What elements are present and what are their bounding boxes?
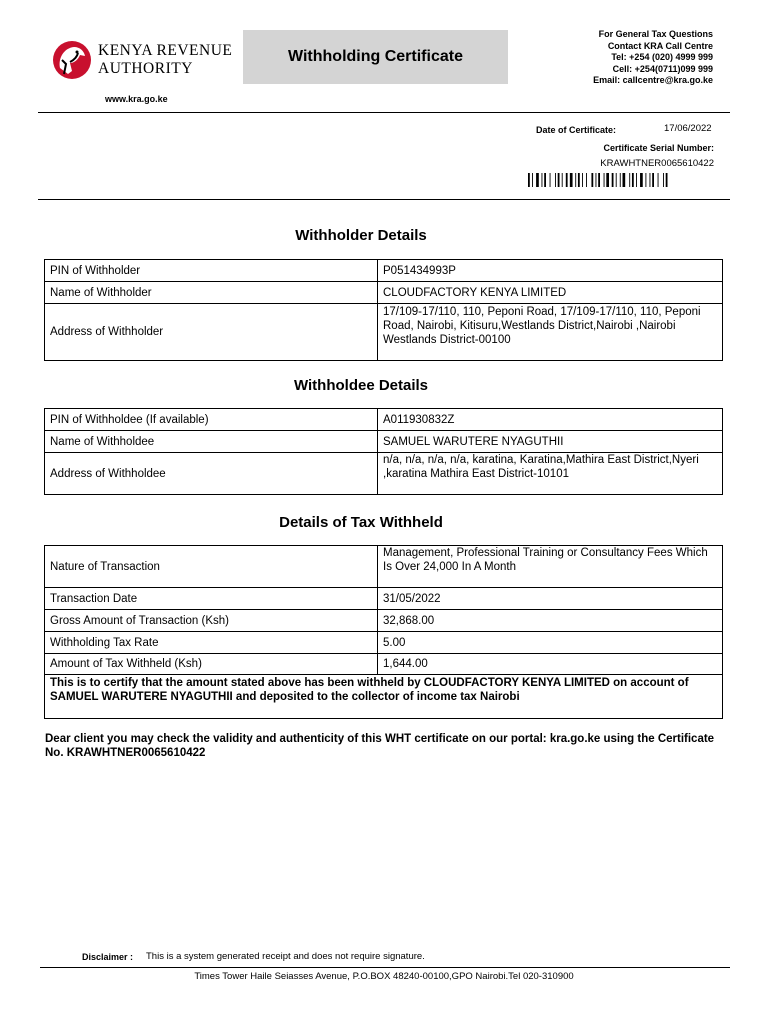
footer-divider	[40, 967, 730, 968]
withholder-pin-label: PIN of Withholder	[45, 260, 378, 282]
table-row	[45, 431, 723, 453]
tax-title: Details of Tax Withheld	[279, 514, 443, 531]
transaction-date-label: Transaction Date	[45, 588, 378, 610]
withholder-address-value: 17/109-17/110, 110, Peponi Road, 17/109-17/110, 110, Peponi Road, Nairobi, Kitisuru,Westlands District,Nairobi ,Nairobi Westlands District-00100	[378, 304, 723, 361]
table-row	[45, 588, 723, 610]
withholdee-address-value	[378, 453, 723, 495]
disclaimer-label: Disclaimer :	[82, 952, 134, 962]
contact-phone: Tel: +254 (020) 4999 999	[611, 52, 713, 62]
barcode-icon	[528, 173, 711, 187]
withholder-name-value: CLOUDFACTORY KENYA LIMITED	[378, 282, 723, 304]
withholdee-pin-value: A011930832Z	[378, 409, 723, 431]
gross-amount-label: Gross Amount of Transaction (Ksh)	[45, 610, 378, 632]
nature-value: Management, Professional Training or Consultancy Fees Which Is Over 24,000 In A Month	[378, 546, 723, 588]
table-row	[45, 304, 723, 361]
nature-label: Nature of Transaction	[45, 546, 378, 588]
withholder-address-label: Address of Withholder	[45, 304, 378, 361]
table-row	[45, 409, 723, 431]
certificate-title: Withholding Certificate	[288, 48, 463, 65]
table-row	[45, 546, 723, 588]
kra-logo	[50, 38, 240, 84]
withholder-pin-value: P051434993P	[378, 260, 723, 282]
transaction-date-value: 31/05/2022	[378, 588, 723, 610]
date-value: 17/06/2022	[664, 123, 712, 134]
withholdee-address-line1: n/a, n/a, n/a, n/a, karatina, Karatina,Mathira East District,Nyeri	[383, 454, 699, 466]
tax-table	[44, 545, 723, 719]
table-row	[45, 610, 723, 632]
table-row	[45, 654, 723, 675]
tax-withheld-value: 1,644.00	[378, 654, 723, 675]
contact-email: Email: callcentre@kra.go.ke	[593, 75, 713, 85]
meta-divider	[38, 199, 730, 200]
withholdee-address-label: Address of Withholdee	[45, 453, 378, 495]
date-label: Date of Certificate:	[536, 125, 617, 135]
disclaimer-text: This is a system generated receipt and does not require signature.	[146, 951, 425, 962]
serial-label: Certificate Serial Number:	[603, 143, 714, 153]
withholdee-pin-label: PIN of Withholdee (If available)	[45, 409, 378, 431]
certificate-title-box	[243, 30, 508, 84]
contact-line: For General Tax Questions	[598, 29, 713, 39]
gross-amount-value: 32,868.00	[378, 610, 723, 632]
footer-address: Times Tower Haile Seiasses Avenue, P.O.BOX 48240-00100,GPO Nairobi.Tel 020-310900	[194, 971, 574, 982]
serial-value: KRAWHTNER0065610422	[600, 158, 714, 169]
kra-website[interactable]: www.kra.go.ke	[105, 94, 168, 104]
withholder-name-label: Name of Withholder	[45, 282, 378, 304]
tax-rate-value: 5.00	[378, 632, 723, 654]
validity-note: Dear client you may check the validity and authenticity of this WHT certificate on our portal: kra.go.ke using the Certificate No. KRAWHTNER0065610422	[45, 733, 715, 759]
contact-cell: Cell: +254(0711)099 999	[612, 63, 713, 74]
logo-text-line1: KENYA REVENUE	[98, 42, 233, 59]
withholdee-title: Withholdee Details	[293, 377, 429, 394]
withholdee-name-label: Name of Withholdee	[45, 431, 378, 453]
table-row	[45, 282, 723, 304]
certify-statement: This is to certify that the amount stated above has been withheld by CLOUDFACTORY KENYA LIMITED on account of SAMUEL WARUTERE NYAGUTHII and deposited to the collector of income tax Nairobi	[45, 675, 723, 719]
tax-withheld-label: Amount of Tax Withheld (Ksh)	[45, 654, 378, 675]
contact-block	[593, 29, 713, 87]
header-divider	[38, 112, 730, 113]
lion-head-icon	[50, 38, 94, 82]
table-row	[45, 675, 723, 719]
contact-line: Contact KRA Call Centre	[607, 40, 713, 51]
table-row	[45, 632, 723, 654]
withholdee-table	[44, 408, 723, 495]
table-row	[45, 453, 723, 495]
withholdee-name-value: SAMUEL WARUTERE NYAGUTHII	[378, 431, 723, 453]
withholder-table	[44, 259, 723, 361]
withholder-title: Withholder Details	[295, 227, 427, 244]
tax-rate-label: Withholding Tax Rate	[45, 632, 378, 654]
table-row	[45, 260, 723, 282]
logo-text-line2: AUTHORITY	[98, 60, 193, 77]
withholdee-address-line2: ,karatina Mathira East District-10101	[383, 468, 569, 480]
